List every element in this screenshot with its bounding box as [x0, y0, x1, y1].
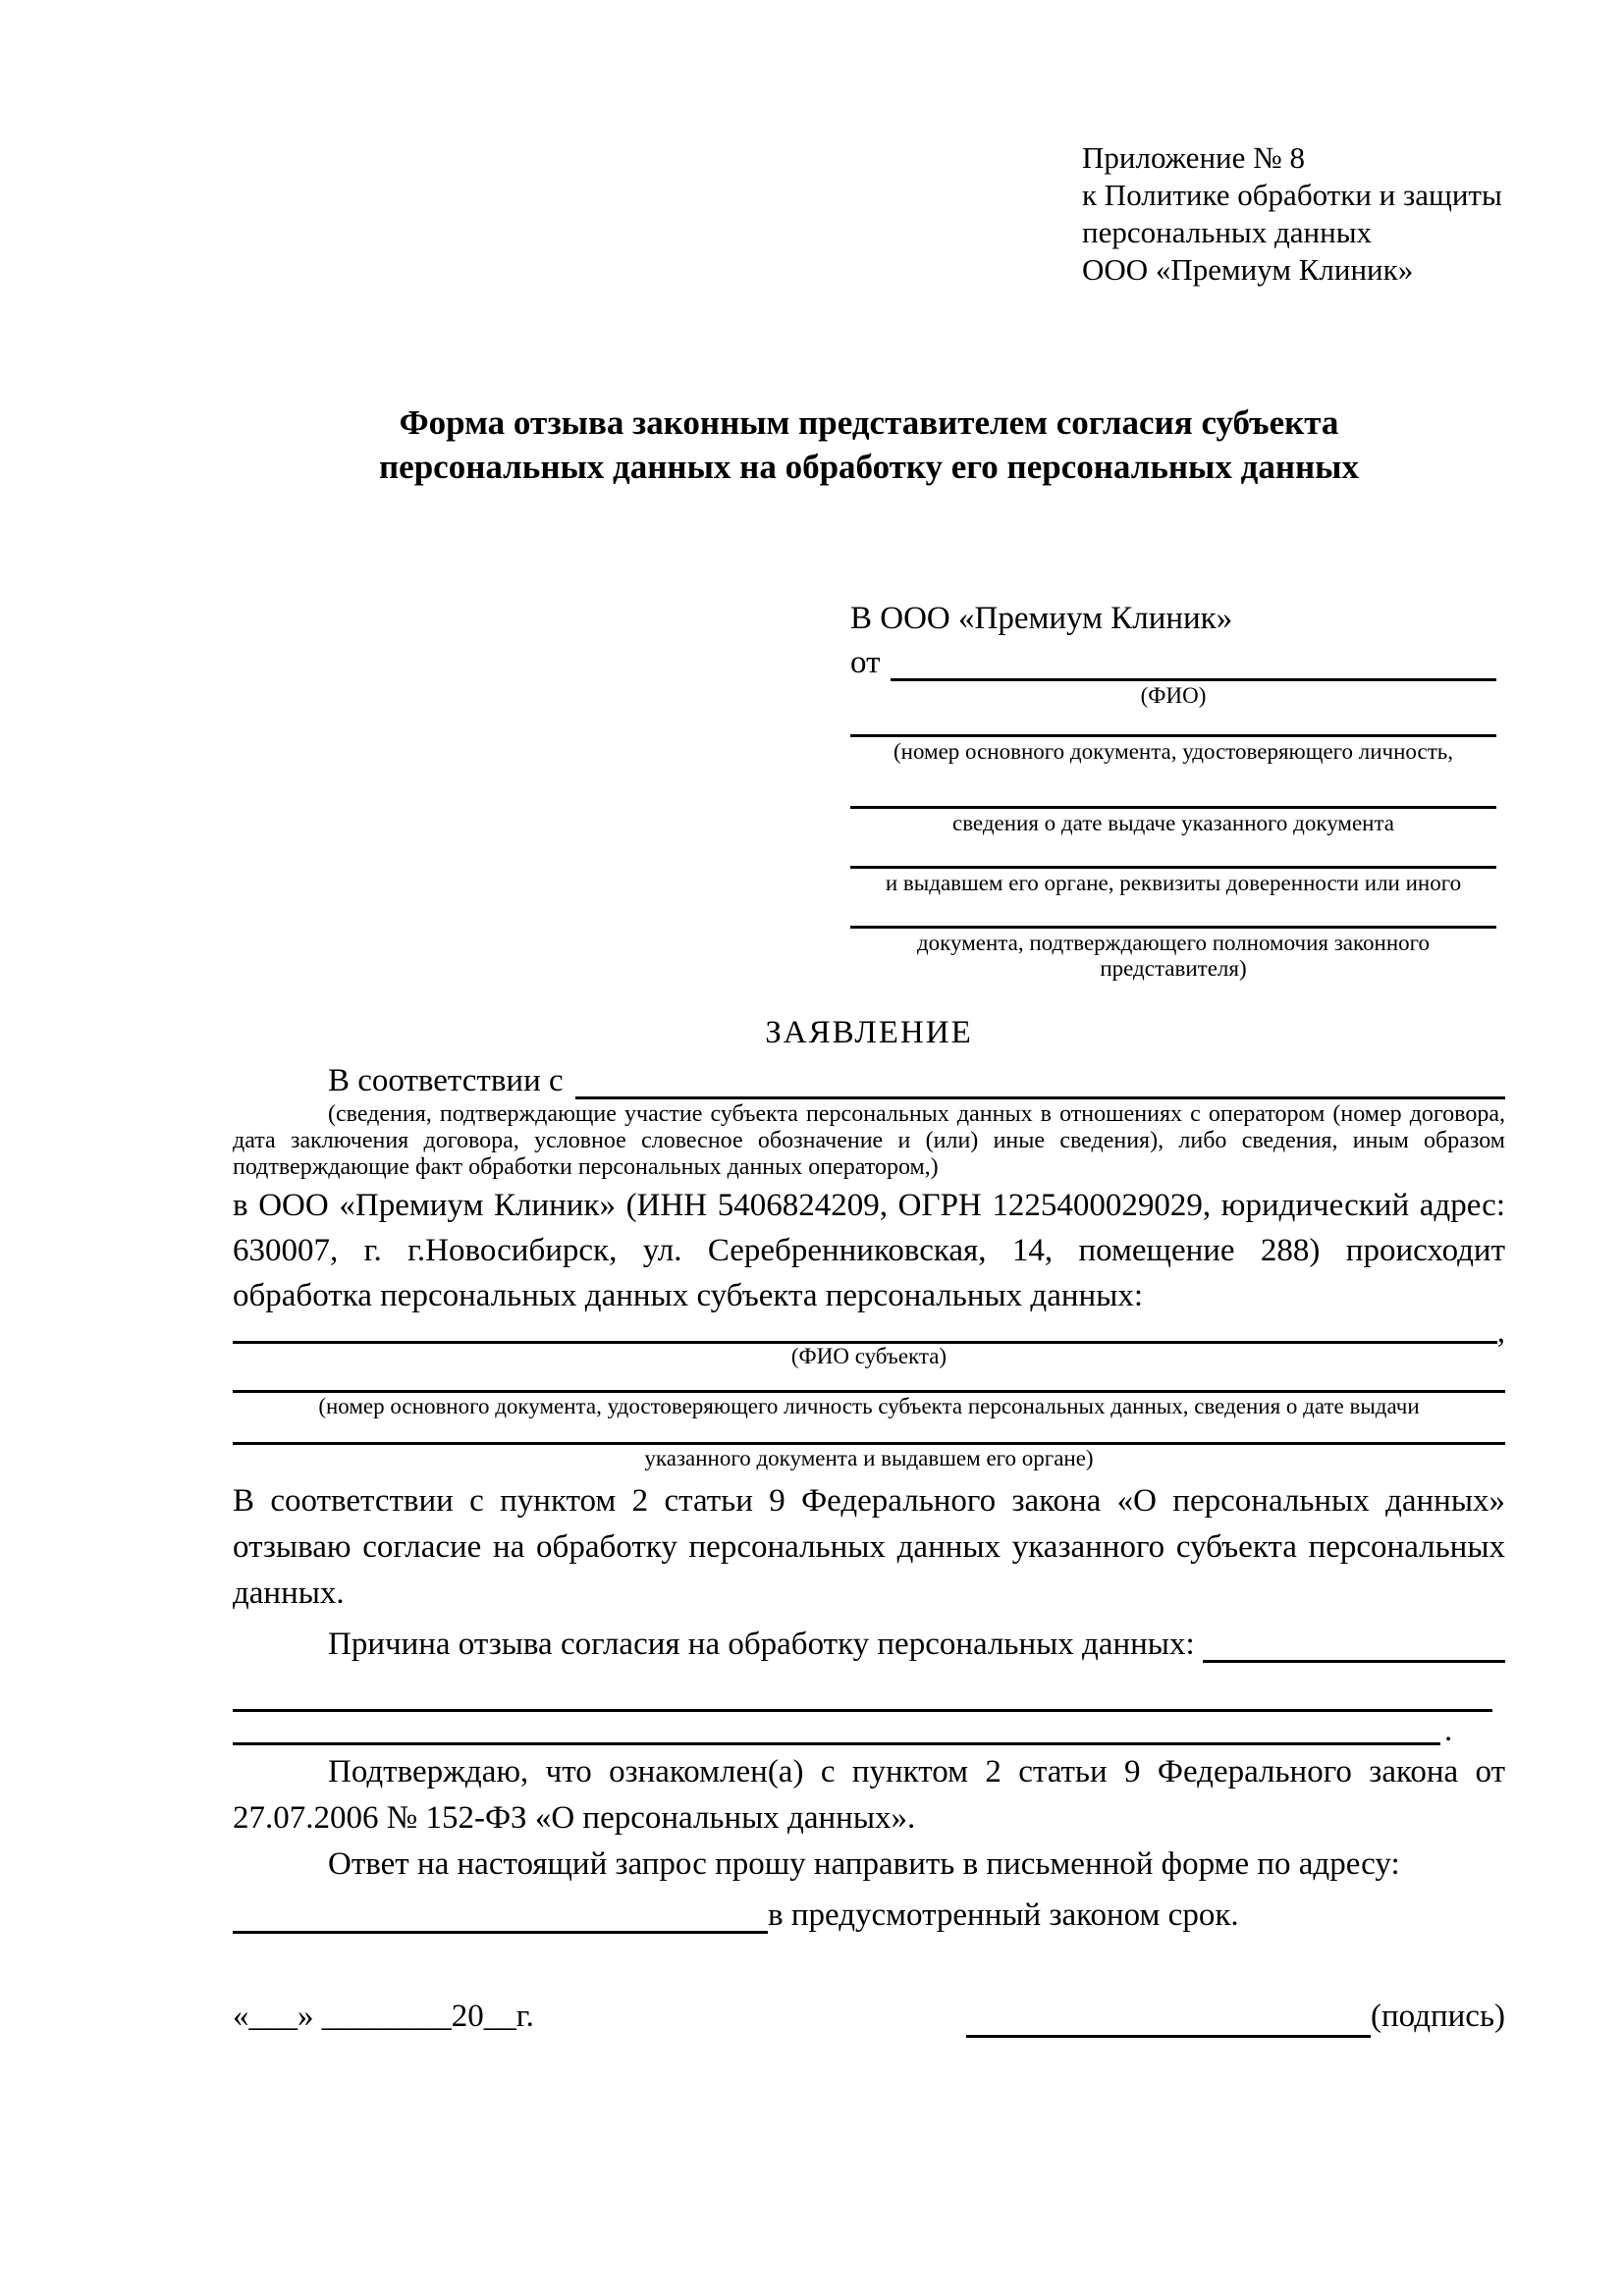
- reason-blank-line: [1203, 1621, 1505, 1663]
- confirm-paragraph: Подтверждаю, что ознакомлен(а) с пунктом 2 статьи 9 Федерального закона от 27.07.2006 № 152-ФЗ «О персональных данных».: [233, 1754, 1505, 1836]
- field-blank-line: [850, 788, 1496, 809]
- field-blank-line: [850, 717, 1496, 737]
- reason-label: Причина отзыва согласия на обработку персональных данных:: [328, 1627, 1195, 1662]
- statement-lower-block: [233, 1472, 1505, 1934]
- statement-upper-block: [233, 1011, 1505, 1470]
- appendix-block: [1082, 139, 1553, 289]
- reply-address-blank-line: [233, 1892, 768, 1934]
- field-caption: сведения о дате выдаче указанного документа: [951, 811, 1395, 835]
- reason-continuation-row: [233, 1712, 1505, 1748]
- subject-doc-field: [233, 1426, 1505, 1470]
- addressee-field: [850, 848, 1496, 896]
- addressee-field: [850, 788, 1496, 836]
- document-title-line: персональных данных на обработку его персональных данных: [379, 448, 1359, 486]
- intro-row: [233, 1054, 1505, 1099]
- appendix-line: к Политике обработки и защиты: [1082, 178, 1502, 212]
- reason-continuation-line: [233, 1728, 1440, 1745]
- subject-fio-caption: (ФИО субъекта): [790, 1344, 947, 1368]
- addressee-field: [850, 908, 1496, 982]
- reply-suffix: в предусмотренный законом срок.: [768, 1897, 1239, 1933]
- field-blank-line: [233, 1374, 1505, 1393]
- fio-blank-line: [891, 643, 1497, 681]
- footer-row: [233, 1995, 1505, 2038]
- document-title-line: Форма отзыва законным представителем согласия субъекта: [399, 403, 1339, 442]
- intro-blank-line: [575, 1057, 1505, 1099]
- reply-address-row: [233, 1888, 1505, 1934]
- intro-prefix: В соответствии с: [328, 1063, 564, 1098]
- from-label: от: [850, 645, 881, 680]
- appendix-line: Приложение № 8: [1082, 140, 1305, 175]
- intro-note: (сведения, подтверждающие участие субъекта персональных данных в отношениях с оператором (номер договора, дата заключения договора, условное словесное обозначение и (или) иные сведения), либо сведения, иным образом подтверждающие факт обработки персональных данных оператором,): [233, 1101, 1505, 1180]
- reason-continuation-line: [233, 1694, 1492, 1712]
- reason-row: [233, 1617, 1505, 1663]
- subject-blank-line: [233, 1321, 1497, 1344]
- signature-caption: (подпись): [1371, 1999, 1505, 2034]
- subject-comma: ,: [1496, 1314, 1505, 1350]
- subject-blank-row: [233, 1314, 1505, 1350]
- blank-line-terminator: .: [1444, 1713, 1453, 1748]
- signature-group: [966, 1995, 1505, 2038]
- date-blank: «___» ________20__г.: [233, 1999, 534, 2034]
- signature-line: [966, 1998, 1371, 2038]
- field-blank-line: [850, 848, 1496, 869]
- subject-doc-field: [233, 1374, 1505, 1418]
- field-caption: документа, подтверждающего полномочия законного представителя): [916, 931, 1430, 981]
- appendix-line: ООО «Премиум Клиник»: [1082, 252, 1414, 287]
- field-caption: указанного документа и выдавшем его органе): [644, 1446, 1094, 1470]
- statement-heading: ЗАЯВЛЕНИЕ: [765, 1015, 973, 1050]
- field-caption: и выдавшем его органе, реквизиты доверенности или иного: [885, 871, 1462, 895]
- appendix-line: персональных данных: [1082, 215, 1373, 249]
- addressee-field: [850, 717, 1496, 765]
- addressee-from-row: [850, 642, 1496, 681]
- addressee-to: В ООО «Премиум Клиник»: [850, 601, 1233, 636]
- reply-paragraph: Ответ на настоящий запрос прошу направить в письменной форме по адресу:: [328, 1846, 1400, 1882]
- operator-paragraph: в ООО «Премиум Клиник» (ИНН 5406824209, ОГРН 1225400029029, юридический адрес: 630007, г. г.Новосибирск, ул. Серебренниковская, 14, помещение 288) происходит обработка персональных данных субъекта персональных данных:: [233, 1188, 1505, 1313]
- fio-caption: (ФИО): [1140, 683, 1207, 708]
- field-caption: (номер основного документа, удостоверяющего личность,: [893, 739, 1453, 764]
- addressee-block: [850, 597, 1496, 982]
- field-blank-line: [233, 1426, 1505, 1445]
- field-caption: (номер основного документа, удостоверяющего личность субъекта персональных данных, сведения о дате выдачи: [318, 1394, 1420, 1418]
- field-blank-line: [850, 908, 1496, 929]
- withdraw-paragraph: В соответствии с пунктом 2 статьи 9 Федерального закона «О персональных данных» отзываю согласие на обработку персональных данных указанного субъекта персональных данных.: [233, 1483, 1505, 1611]
- document-title: [233, 400, 1505, 489]
